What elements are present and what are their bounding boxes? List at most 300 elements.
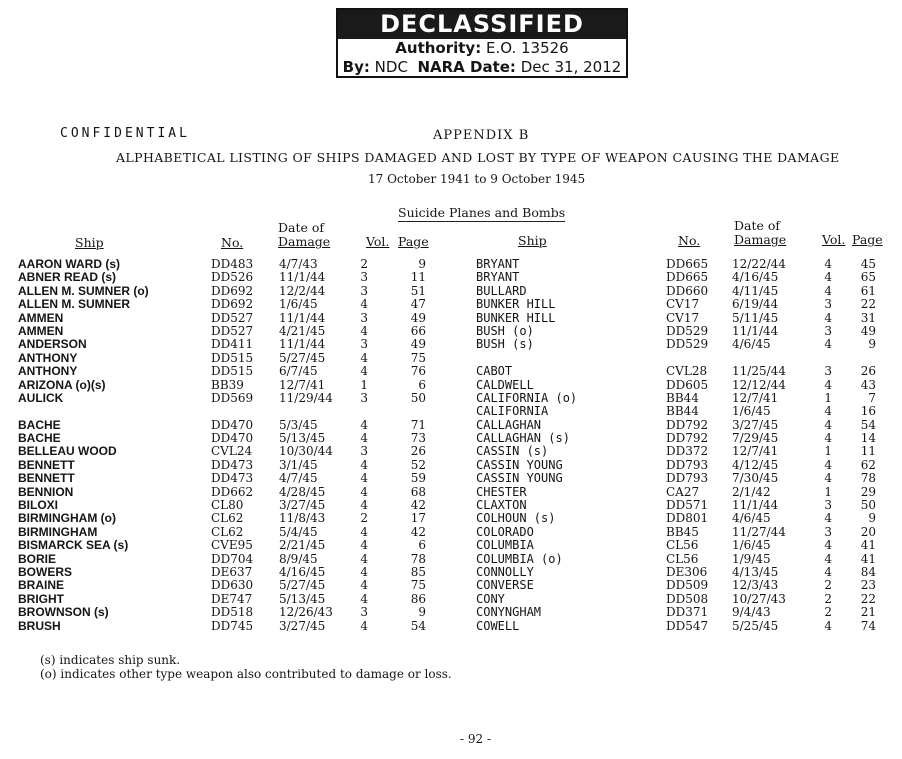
volume-number: 3 bbox=[360, 310, 368, 325]
page-ref: 78 bbox=[860, 471, 876, 486]
hull-number: DD529 bbox=[666, 337, 709, 352]
page-ref: 6 bbox=[418, 377, 426, 392]
table-row bbox=[18, 620, 438, 633]
document-title: ALPHABETICAL LISTING OF SHIPS DAMAGED AND LOST BY TYPE OF WEAPON CAUSING THE DAMAGE bbox=[116, 150, 840, 165]
volume-number: 4 bbox=[360, 618, 368, 633]
page-ref: 11 bbox=[860, 444, 876, 459]
page-ref: 75 bbox=[410, 578, 426, 593]
hull-number: CL56 bbox=[666, 538, 699, 553]
volume-number: 4 bbox=[360, 578, 368, 593]
hull-number: BB39 bbox=[211, 377, 244, 392]
hull-number: DD411 bbox=[211, 337, 254, 352]
table-row bbox=[18, 352, 438, 365]
damage-date: 12/26/43 bbox=[279, 605, 333, 620]
damage-date: 12/7/41 bbox=[732, 390, 779, 405]
volume-number: 3 bbox=[824, 297, 832, 312]
damage-date: 7/29/45 bbox=[732, 431, 779, 446]
ship-name: ABNER READ (s) bbox=[18, 270, 117, 285]
table-row bbox=[476, 566, 886, 579]
page-ref: 22 bbox=[860, 591, 876, 606]
table-row bbox=[18, 526, 438, 539]
table-row bbox=[476, 486, 886, 499]
page-ref: 9 bbox=[418, 605, 426, 620]
hull-number: CA27 bbox=[666, 484, 700, 499]
damage-date: 4/16/45 bbox=[279, 564, 326, 579]
damage-date: 1/9/45 bbox=[732, 551, 771, 566]
table-row bbox=[476, 593, 886, 606]
ship-name: BUNKER HILL bbox=[476, 297, 556, 312]
volume-number: 4 bbox=[824, 457, 832, 472]
page-ref: 23 bbox=[860, 578, 876, 593]
damage-date: 10/30/44 bbox=[279, 444, 333, 459]
volume-number: 4 bbox=[824, 283, 832, 298]
stamp-by-date: By: NDC NARA Date: Dec 31, 2012 bbox=[342, 58, 622, 76]
damage-date: 4/28/45 bbox=[279, 484, 326, 499]
volume-number: 4 bbox=[360, 364, 368, 379]
hull-number: DD473 bbox=[211, 457, 254, 472]
damage-date: 5/13/45 bbox=[279, 431, 326, 446]
damage-date: 5/4/45 bbox=[279, 524, 318, 539]
damage-date: 4/6/45 bbox=[732, 337, 771, 352]
volume-number: 4 bbox=[360, 538, 368, 553]
table-row bbox=[18, 258, 438, 271]
col-vol-left: Vol. bbox=[366, 234, 390, 249]
table-row bbox=[18, 338, 438, 351]
table-row bbox=[476, 579, 886, 592]
hull-number: BB45 bbox=[666, 524, 699, 539]
damage-date: 5/25/45 bbox=[732, 618, 779, 633]
hull-number: DD793 bbox=[666, 457, 709, 472]
volume-number: 4 bbox=[824, 551, 832, 566]
table-row bbox=[476, 258, 886, 271]
col-page-left: Page bbox=[398, 234, 429, 249]
ship-name: CALIFORNIA bbox=[476, 404, 549, 419]
volume-number: 4 bbox=[360, 417, 368, 432]
ship-name: CONYNGHAM bbox=[476, 605, 542, 620]
page-ref: 41 bbox=[860, 538, 876, 553]
col-ship-left: Ship bbox=[75, 235, 104, 250]
table-row bbox=[476, 338, 886, 351]
volume-number: 4 bbox=[360, 323, 368, 338]
ship-name: BACHE bbox=[18, 417, 61, 432]
hull-number: CL56 bbox=[666, 551, 699, 566]
hull-number: DD527 bbox=[211, 323, 254, 338]
ship-name: ANTHONY bbox=[18, 350, 78, 365]
ship-name: BROWNSON (s) bbox=[18, 605, 109, 620]
hull-number: DD527 bbox=[211, 310, 254, 325]
page-ref: 78 bbox=[410, 551, 426, 566]
right-ship-table bbox=[476, 258, 886, 633]
page-ref: 61 bbox=[860, 283, 876, 298]
table-row bbox=[476, 298, 886, 311]
damage-date: 7/30/45 bbox=[732, 471, 779, 486]
hull-number: DD792 bbox=[666, 417, 709, 432]
table-row bbox=[476, 432, 886, 445]
volume-number: 3 bbox=[824, 323, 832, 338]
page-ref: 86 bbox=[410, 591, 426, 606]
table-row bbox=[18, 579, 438, 592]
ship-name: BENNION bbox=[18, 484, 74, 499]
table-row bbox=[476, 405, 886, 418]
volume-number: 3 bbox=[824, 524, 832, 539]
table-row bbox=[18, 312, 438, 325]
col-vol-right: Vol. bbox=[822, 232, 846, 247]
damage-date: 5/3/45 bbox=[279, 417, 318, 432]
volume-number: 4 bbox=[824, 404, 832, 419]
volume-number: 4 bbox=[360, 297, 368, 312]
hull-number: DD792 bbox=[666, 431, 709, 446]
ship-name: BELLEAU WOOD bbox=[18, 444, 117, 459]
volume-number: 4 bbox=[360, 471, 368, 486]
page-ref: 43 bbox=[860, 377, 876, 392]
ship-name: CABOT bbox=[476, 364, 513, 379]
ship-name: AMMEN bbox=[18, 310, 64, 325]
legend-notes bbox=[40, 653, 452, 681]
hull-number: DD692 bbox=[211, 297, 254, 312]
page-ref: 73 bbox=[410, 431, 426, 446]
page-ref: 9 bbox=[868, 337, 876, 352]
page-ref: 85 bbox=[410, 564, 426, 579]
table-row bbox=[18, 392, 438, 405]
ship-name: COWELL bbox=[476, 618, 520, 633]
damage-date: 11/1/44 bbox=[279, 270, 326, 285]
ship-name: CONY bbox=[476, 591, 505, 606]
volume-number: 4 bbox=[360, 484, 368, 499]
volume-number: 2 bbox=[824, 591, 832, 606]
hull-number: DD515 bbox=[211, 364, 254, 379]
damage-date: 9/4/43 bbox=[732, 605, 771, 620]
ship-name: CALLAGHAN bbox=[476, 417, 542, 432]
volume-number: 1 bbox=[824, 484, 832, 499]
ship-name: CHESTER bbox=[476, 484, 527, 499]
hull-number: CVL24 bbox=[211, 444, 253, 459]
table-row bbox=[476, 379, 886, 392]
volume-number: 4 bbox=[824, 337, 832, 352]
hull-number: DD605 bbox=[666, 377, 709, 392]
ship-name: COLHOUN (s) bbox=[476, 511, 556, 526]
col-date-right: Date of Damage bbox=[734, 218, 787, 247]
damage-date: 3/27/45 bbox=[732, 417, 779, 432]
damage-date: 2/1/42 bbox=[732, 484, 771, 499]
damage-date: 12/7/41 bbox=[279, 377, 326, 392]
hull-number: DD571 bbox=[666, 498, 709, 513]
table-row bbox=[476, 526, 886, 539]
volume-number: 4 bbox=[824, 417, 832, 432]
ship-name: BRIGHT bbox=[18, 591, 64, 606]
ship-name: BACHE bbox=[18, 431, 61, 446]
table-row bbox=[18, 325, 438, 338]
damage-date: 4/13/45 bbox=[732, 564, 779, 579]
table-row bbox=[18, 553, 438, 566]
table-row bbox=[18, 285, 438, 298]
damage-date: 3/27/45 bbox=[279, 618, 326, 633]
table-row bbox=[476, 553, 886, 566]
hull-number: BB44 bbox=[666, 390, 699, 405]
ship-name: BUNKER HILL bbox=[476, 310, 556, 325]
volume-number: 4 bbox=[824, 564, 832, 579]
hull-number: DD745 bbox=[211, 618, 254, 633]
damage-date: 11/1/44 bbox=[732, 323, 779, 338]
table-row bbox=[476, 285, 886, 298]
col-ship-right: Ship bbox=[518, 233, 547, 248]
volume-number: 4 bbox=[360, 457, 368, 472]
volume-number: 4 bbox=[360, 551, 368, 566]
damage-date: 1/6/45 bbox=[732, 404, 771, 419]
page-ref: 17 bbox=[410, 511, 426, 526]
damage-date: 11/25/44 bbox=[732, 364, 786, 379]
page-ref: 54 bbox=[410, 618, 426, 633]
table-row bbox=[18, 486, 438, 499]
damage-date: 3/1/45 bbox=[279, 457, 318, 472]
hull-number: DD665 bbox=[666, 270, 709, 285]
ship-name: ALLEN M. SUMNER bbox=[18, 297, 130, 312]
col-no-left: No. bbox=[221, 235, 244, 250]
table-row bbox=[476, 271, 886, 284]
ship-name: BISMARCK SEA (s) bbox=[18, 538, 129, 553]
hull-number: DD665 bbox=[666, 257, 709, 271]
hull-number: DD801 bbox=[666, 511, 709, 526]
page-ref: 41 bbox=[860, 551, 876, 566]
volume-number: 3 bbox=[360, 444, 368, 459]
ship-name: CALIFORNIA (o) bbox=[476, 390, 578, 405]
damage-date: 11/1/44 bbox=[732, 498, 779, 513]
damage-date: 11/1/44 bbox=[279, 310, 326, 325]
damage-date: 12/22/44 bbox=[732, 257, 786, 271]
hull-number: DD509 bbox=[666, 578, 709, 593]
page-ref: 74 bbox=[860, 618, 876, 633]
ship-name: AMMEN bbox=[18, 323, 64, 338]
ship-name: BENNETT bbox=[18, 471, 75, 486]
table-row bbox=[18, 606, 438, 619]
damage-date: 11/8/43 bbox=[279, 511, 326, 526]
hull-number: CVL28 bbox=[666, 364, 708, 379]
table-row bbox=[476, 472, 886, 485]
left-ship-table bbox=[18, 258, 438, 633]
damage-date: 4/7/45 bbox=[279, 471, 318, 486]
table-row bbox=[18, 405, 438, 418]
date-range: 17 October 1941 to 9 October 1945 bbox=[368, 172, 586, 186]
table-row bbox=[18, 512, 438, 525]
page-ref: 50 bbox=[860, 498, 876, 513]
page-ref: 66 bbox=[410, 323, 426, 338]
volume-number: 3 bbox=[824, 364, 832, 379]
damage-date: 4/6/45 bbox=[732, 511, 771, 526]
damage-date: 5/27/45 bbox=[279, 578, 326, 593]
page-number: - 92 - bbox=[460, 732, 492, 746]
ship-name: BUSH (s) bbox=[476, 337, 534, 352]
table-row bbox=[18, 379, 438, 392]
page-ref: 75 bbox=[410, 350, 426, 365]
table-row bbox=[476, 620, 886, 633]
hull-number: CVE95 bbox=[211, 538, 253, 553]
ship-name: ANDERSON bbox=[18, 337, 87, 352]
hull-number: DD470 bbox=[211, 417, 254, 432]
hull-number: CV17 bbox=[666, 310, 700, 325]
page-ref: 45 bbox=[860, 257, 876, 271]
page-ref: 7 bbox=[868, 390, 876, 405]
hull-number: DE637 bbox=[211, 564, 253, 579]
declassified-stamp bbox=[336, 8, 628, 78]
table-row bbox=[18, 419, 438, 432]
page-ref: 26 bbox=[410, 444, 426, 459]
table-row bbox=[476, 419, 886, 432]
volume-number: 4 bbox=[824, 618, 832, 633]
col-date-left: Date of Damage bbox=[278, 220, 331, 249]
page-ref: 31 bbox=[860, 310, 876, 325]
table-row bbox=[18, 271, 438, 284]
volume-number: 3 bbox=[360, 283, 368, 298]
hull-number: CL62 bbox=[211, 511, 244, 526]
volume-number: 4 bbox=[360, 431, 368, 446]
damage-date: 4/16/45 bbox=[732, 270, 779, 285]
ship-name: ARIZONA (o)(s) bbox=[18, 377, 106, 392]
ship-name: BORIE bbox=[18, 551, 57, 566]
hull-number: DD660 bbox=[666, 283, 709, 298]
page-ref: 9 bbox=[418, 257, 426, 271]
page-ref: 50 bbox=[410, 390, 426, 405]
page-ref: 59 bbox=[410, 471, 426, 486]
table-row bbox=[18, 432, 438, 445]
hull-number: DD630 bbox=[211, 578, 254, 593]
hull-number: CL80 bbox=[211, 498, 244, 513]
volume-number: 1 bbox=[824, 390, 832, 405]
damage-date: 10/27/43 bbox=[732, 591, 786, 606]
ship-name: BRAINE bbox=[18, 578, 65, 593]
table-row bbox=[18, 459, 438, 472]
volume-number: 4 bbox=[824, 511, 832, 526]
page-ref: 52 bbox=[410, 457, 426, 472]
table-row bbox=[476, 445, 886, 458]
table-row bbox=[476, 499, 886, 512]
volume-number: 4 bbox=[824, 377, 832, 392]
table-row bbox=[18, 593, 438, 606]
hull-number: DD470 bbox=[211, 431, 254, 446]
ship-name: BULLARD bbox=[476, 283, 527, 298]
hull-number: DD483 bbox=[211, 257, 254, 271]
damage-date: 11/27/44 bbox=[732, 524, 786, 539]
col-page-right: Page bbox=[852, 232, 883, 247]
volume-number: 2 bbox=[360, 257, 368, 271]
table-row bbox=[476, 606, 886, 619]
damage-date: 11/29/44 bbox=[279, 390, 333, 405]
volume-number: 4 bbox=[824, 431, 832, 446]
table-row bbox=[18, 298, 438, 311]
ship-name: CASSIN (s) bbox=[476, 444, 549, 459]
volume-number: 1 bbox=[360, 377, 368, 392]
page-ref: 20 bbox=[860, 524, 876, 539]
hull-number: DD515 bbox=[211, 350, 254, 365]
page-ref: 11 bbox=[410, 270, 426, 285]
hull-number: DE747 bbox=[211, 591, 253, 606]
volume-number: 4 bbox=[360, 350, 368, 365]
table-row bbox=[476, 312, 886, 325]
ship-name: CLAXTON bbox=[476, 498, 527, 513]
ship-name: CALLAGHAN (s) bbox=[476, 431, 570, 446]
hull-number: DD704 bbox=[211, 551, 254, 566]
damage-date: 4/11/45 bbox=[732, 283, 779, 298]
hull-number: DE306 bbox=[666, 564, 708, 579]
ship-name: COLORADO bbox=[476, 524, 534, 539]
table-row bbox=[476, 539, 886, 552]
hull-number: BB44 bbox=[666, 404, 699, 419]
page-ref: 29 bbox=[860, 484, 876, 499]
page-ref: 49 bbox=[860, 323, 876, 338]
ship-name: BIRMINGHAM (o) bbox=[18, 511, 116, 526]
table-row bbox=[18, 566, 438, 579]
hull-number: DD518 bbox=[211, 605, 254, 620]
ship-name: COLUMBIA bbox=[476, 538, 534, 553]
ship-name: BRUSH bbox=[18, 618, 61, 633]
damage-date: 12/3/43 bbox=[732, 578, 779, 593]
volume-number: 4 bbox=[824, 538, 832, 553]
hull-number: DD508 bbox=[666, 591, 709, 606]
ship-name: ANTHONY bbox=[18, 364, 78, 379]
page-ref: 9 bbox=[868, 511, 876, 526]
table-row bbox=[476, 459, 886, 472]
table-row bbox=[476, 512, 886, 525]
weapon-type-heading: Suicide Planes and Bombs bbox=[398, 205, 566, 220]
page-ref: 26 bbox=[860, 364, 876, 379]
ship-name: ALLEN M. SUMNER (o) bbox=[18, 283, 149, 298]
col-no-right: No. bbox=[678, 233, 701, 248]
table-row bbox=[476, 365, 886, 378]
table-row bbox=[476, 352, 886, 365]
ship-name: BRYANT bbox=[476, 270, 520, 285]
table-row bbox=[476, 325, 886, 338]
stamp-authority: Authority: E.O. 13526 bbox=[395, 39, 569, 57]
damage-date: 6/19/44 bbox=[732, 297, 779, 312]
ship-name: BENNETT bbox=[18, 457, 75, 472]
damage-date: 5/27/45 bbox=[279, 350, 326, 365]
volume-number: 3 bbox=[824, 498, 832, 513]
ship-name: BUSH (o) bbox=[476, 323, 534, 338]
appendix-title: APPENDIX B bbox=[433, 128, 530, 143]
hull-number: DD526 bbox=[211, 270, 254, 285]
damage-date: 5/11/45 bbox=[732, 310, 779, 325]
table-row bbox=[476, 392, 886, 405]
page-ref: 47 bbox=[410, 297, 426, 312]
ship-name: BIRMINGHAM bbox=[18, 524, 98, 539]
page-ref: 68 bbox=[410, 484, 426, 499]
hull-number: CV17 bbox=[666, 297, 700, 312]
page-ref: 84 bbox=[860, 564, 876, 579]
ship-name: BRYANT bbox=[476, 257, 520, 271]
page-ref: 16 bbox=[860, 404, 876, 419]
table-row bbox=[18, 445, 438, 458]
page-ref: 42 bbox=[410, 524, 426, 539]
page-ref: 71 bbox=[410, 417, 426, 432]
volume-number: 4 bbox=[824, 270, 832, 285]
page-ref: 76 bbox=[410, 364, 426, 379]
page-ref: 21 bbox=[860, 605, 876, 620]
volume-number: 4 bbox=[360, 498, 368, 513]
hull-number: DD371 bbox=[666, 605, 709, 620]
classification-label: CONFIDENTIAL bbox=[60, 126, 190, 141]
hull-number: CL62 bbox=[211, 524, 244, 539]
volume-number: 2 bbox=[360, 511, 368, 526]
page-ref: 65 bbox=[860, 270, 876, 285]
ship-name: CONNOLLY bbox=[476, 564, 534, 579]
hull-number: DD569 bbox=[211, 390, 254, 405]
hull-number: DD662 bbox=[211, 484, 254, 499]
ship-name: CASSIN YOUNG bbox=[476, 457, 563, 472]
ship-name: AARON WARD (s) bbox=[18, 257, 120, 271]
page-ref: 49 bbox=[410, 337, 426, 352]
hull-number: DD793 bbox=[666, 471, 709, 486]
table-row bbox=[18, 499, 438, 512]
volume-number: 3 bbox=[360, 270, 368, 285]
volume-number: 1 bbox=[824, 444, 832, 459]
